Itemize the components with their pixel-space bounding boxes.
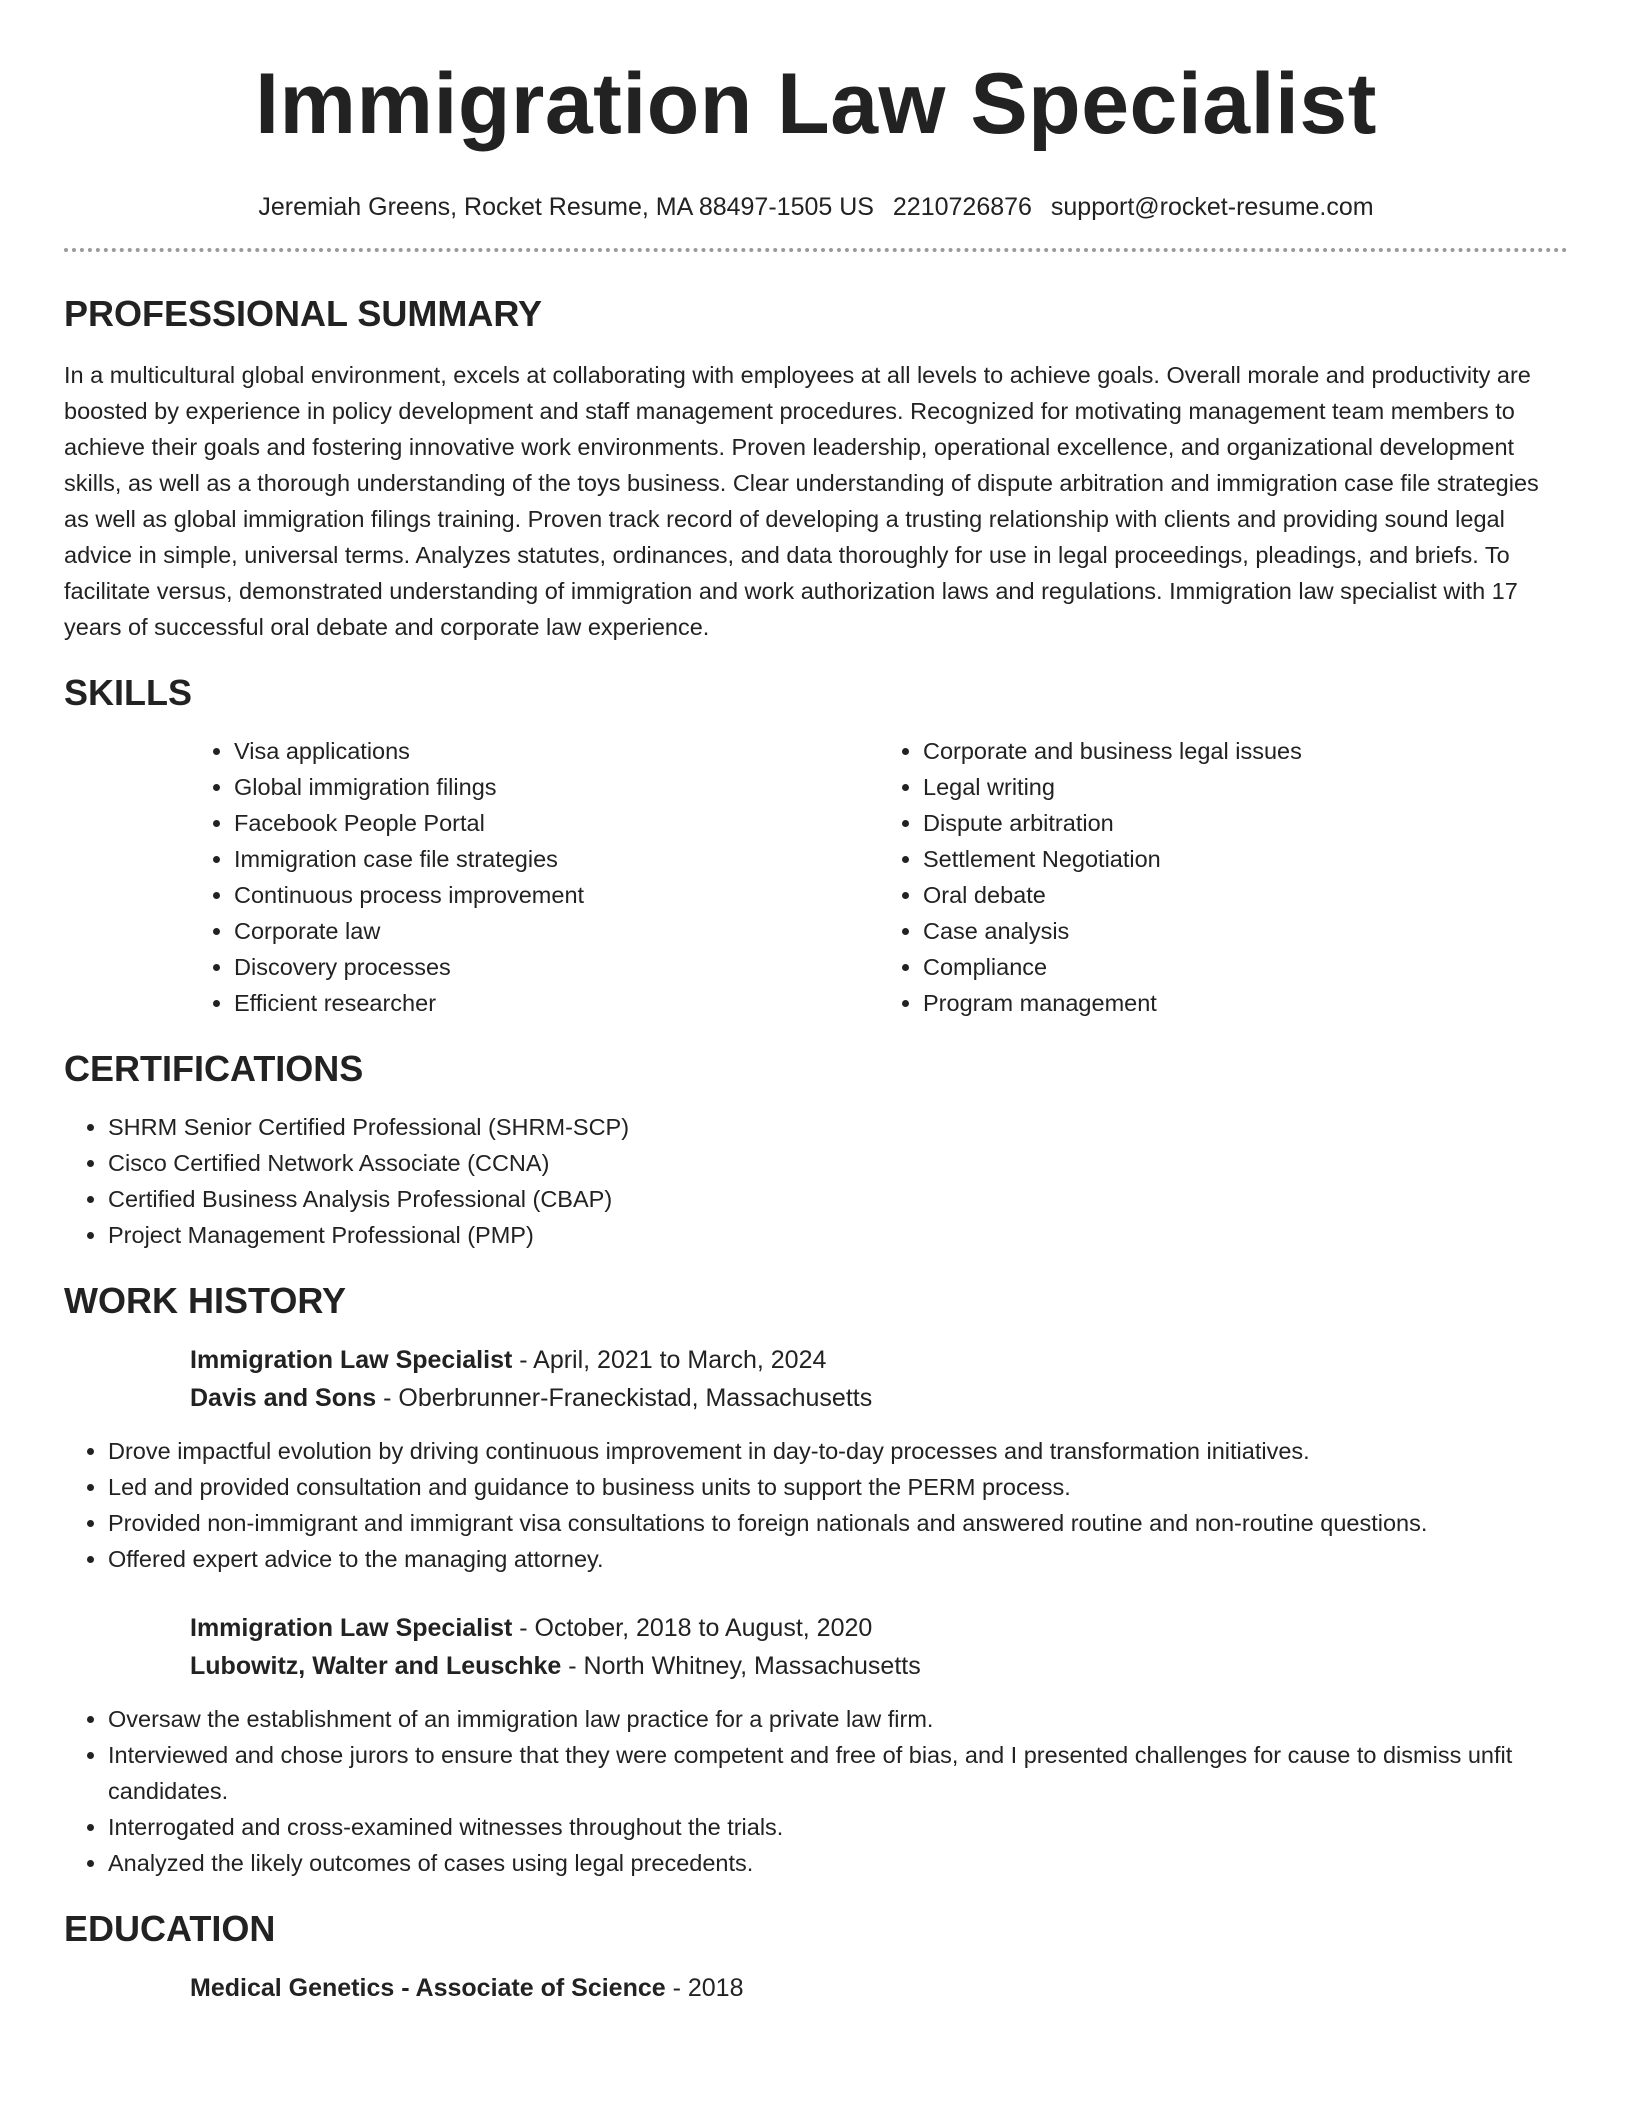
skill-item: • Program management bbox=[923, 985, 1568, 1021]
education-entry bbox=[190, 1969, 1568, 2007]
skill-item: • Compliance bbox=[923, 949, 1568, 985]
summary-heading: PROFESSIONAL SUMMARY bbox=[64, 293, 543, 334]
job-location: - North Whitney, Massachusetts bbox=[561, 1652, 921, 1680]
job-bullet: • Interviewed and chose jurors to ensure that they were competent and free of bias, and I presented challenges for cause to dismiss unfit candidates. bbox=[108, 1737, 1568, 1809]
skill-item: • Global immigration filings bbox=[234, 769, 879, 805]
skills-column-left bbox=[190, 733, 879, 1021]
job-dates: - October, 2018 to August, 2020 bbox=[512, 1614, 873, 1642]
skill-item: • Immigration case file strategies bbox=[234, 841, 879, 877]
summary-text: In a multicultural global environment, excels at collaborating with employees at all levels to achieve goals. Overall morale and productivity are boosted by experience in policy development and staff management procedures. Recognized for motivating management team members to achieve their goals and fostering innovative work environments. Proven leadership, operational excellence, and organizational development skills, as well as a thorough understanding of the toys business. Clear understanding of dispute arbitration and immigration case file strategies as well as global immigration filings training. Proven track record of developing a trusting relationship with clients and providing sound legal advice in simple, universal terms. Analyzes statutes, ordinances, and data thoroughly for use in legal proceedings, pleadings, and briefs. To facilitate versus, demonstrated understanding of immigration and work authorization laws and regulations. Immigration law specialist with 17 years of successful oral debate and corporate law experience. bbox=[64, 362, 1539, 640]
education-heading: EDUCATION bbox=[64, 1908, 276, 1949]
job-bullet: • Interrogated and cross-examined witnesses throughout the trials. bbox=[108, 1809, 1568, 1845]
skill-item: • Corporate and business legal issues bbox=[923, 733, 1568, 769]
skill-item: • Dispute arbitration bbox=[923, 805, 1568, 841]
skill-item: • Facebook People Portal bbox=[234, 805, 879, 841]
certifications-list bbox=[64, 1109, 1568, 1253]
certification-item: • Certified Business Analysis Professional (CBAP) bbox=[108, 1181, 1568, 1217]
job-bullet: • Analyzed the likely outcomes of cases using legal precedents. bbox=[108, 1845, 1568, 1881]
contact-phone: 2210726876 bbox=[892, 193, 1032, 221]
job-bullet: • Led and provided consultation and guidance to business units to support the PERM process. bbox=[108, 1469, 1568, 1505]
work-history-heading: WORK HISTORY bbox=[64, 1280, 347, 1321]
job-bullet: • Oversaw the establishment of an immigration law practice for a private law firm. bbox=[108, 1701, 1568, 1737]
contact-address: Jeremiah Greens, Rocket Resume, MA 88497-1505 US bbox=[258, 193, 874, 221]
job-company-line bbox=[190, 1379, 1568, 1417]
skills-heading: SKILLS bbox=[64, 672, 193, 713]
certification-item: • Cisco Certified Network Associate (CCNA) bbox=[108, 1145, 1568, 1181]
job-entry bbox=[190, 1609, 1568, 1685]
education-degree: Medical Genetics - Associate of Science bbox=[190, 1974, 666, 2002]
skill-item: • Oral debate bbox=[923, 877, 1568, 913]
job-bullet: • Drove impactful evolution by driving continuous improvement in day-to-day processes and transformation initiatives. bbox=[108, 1433, 1568, 1469]
job-company-line bbox=[190, 1647, 1568, 1685]
skill-item: • Legal writing bbox=[923, 769, 1568, 805]
job-company: Davis and Sons bbox=[190, 1384, 377, 1412]
skills-column-right bbox=[879, 733, 1568, 1021]
job-title-line bbox=[190, 1609, 1568, 1647]
skill-item: • Corporate law bbox=[234, 913, 879, 949]
skill-item: • Settlement Negotiation bbox=[923, 841, 1568, 877]
job-location: - Oberbrunner-Franeckistad, Massachusetts bbox=[376, 1384, 873, 1412]
job-bullets bbox=[64, 1433, 1568, 1577]
job-dates: - April, 2021 to March, 2024 bbox=[512, 1346, 827, 1374]
job-bullet: • Provided non-immigrant and immigrant visa consultations to foreign nationals and answered routine and non-routine questions. bbox=[108, 1505, 1568, 1541]
contact-line bbox=[64, 192, 1568, 222]
skill-item: • Visa applications bbox=[234, 733, 879, 769]
skill-item: • Efficient researcher bbox=[234, 985, 879, 1021]
skill-item: • Case analysis bbox=[923, 913, 1568, 949]
header-divider bbox=[64, 248, 1568, 252]
job-title: Immigration Law Specialist bbox=[190, 1614, 513, 1642]
contact-email: support@rocket-resume.com bbox=[1050, 193, 1374, 221]
certifications-heading: CERTIFICATIONS bbox=[64, 1048, 364, 1089]
certification-item: • Project Management Professional (PMP) bbox=[108, 1217, 1568, 1253]
job-title-line bbox=[190, 1341, 1568, 1379]
job-entry bbox=[190, 1341, 1568, 1417]
certification-item: • SHRM Senior Certified Professional (SHRM-SCP) bbox=[108, 1109, 1568, 1145]
job-company: Lubowitz, Walter and Leuschke bbox=[190, 1652, 562, 1680]
job-bullet: • Offered expert advice to the managing attorney. bbox=[108, 1541, 1568, 1577]
resume-title: Immigration Law Specialist bbox=[255, 56, 1377, 152]
skill-item: • Discovery processes bbox=[234, 949, 879, 985]
job-bullets bbox=[64, 1701, 1568, 1881]
job-title: Immigration Law Specialist bbox=[190, 1346, 513, 1374]
skills-list bbox=[190, 733, 1568, 1021]
skill-item: • Continuous process improvement bbox=[234, 877, 879, 913]
education-year: - 2018 bbox=[665, 1974, 744, 2002]
